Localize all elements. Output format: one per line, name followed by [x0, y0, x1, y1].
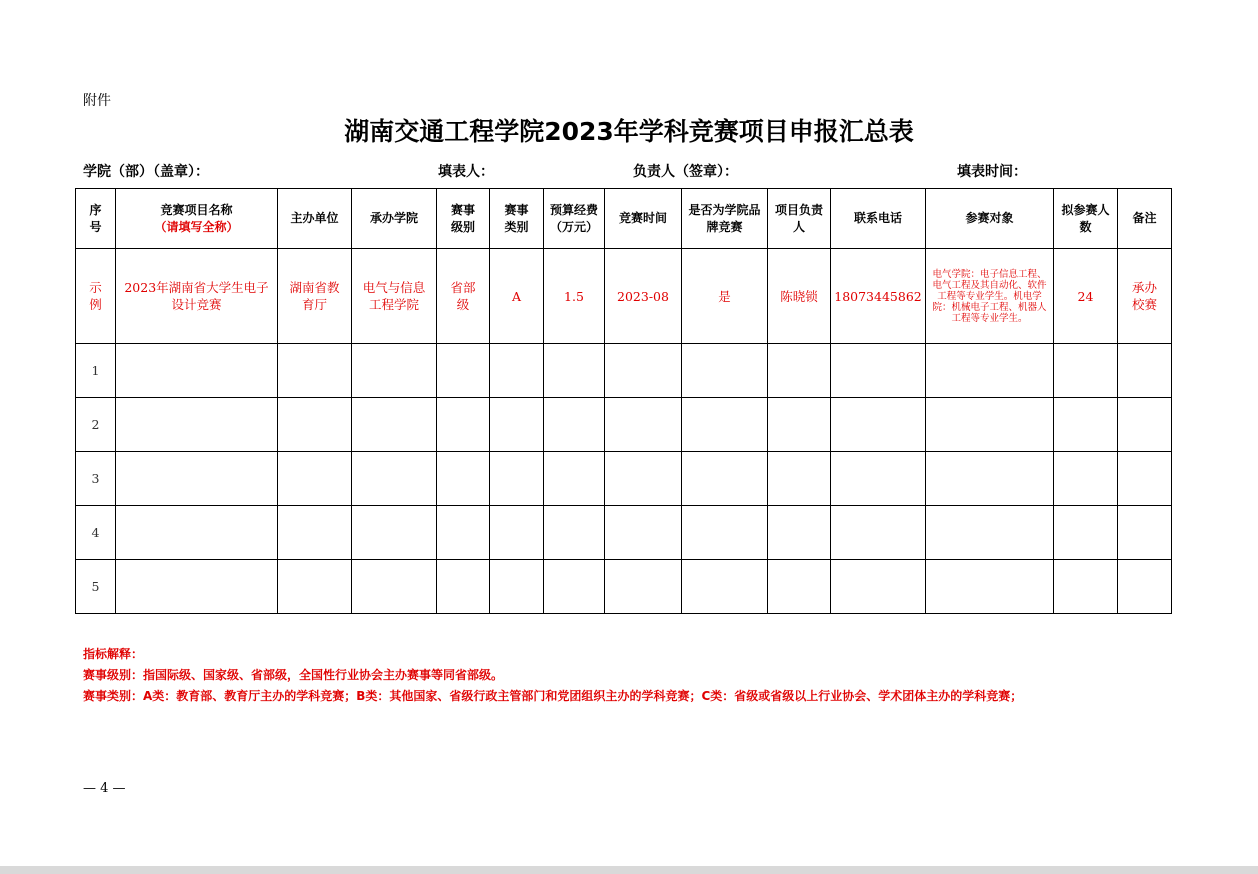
row-seq: 2 — [76, 398, 116, 452]
table-cell[interactable] — [831, 452, 926, 506]
table-cell[interactable] — [1054, 398, 1118, 452]
table-cell[interactable] — [768, 506, 831, 560]
example-count: 24 — [1054, 249, 1118, 344]
table-cell[interactable] — [278, 506, 352, 560]
table-cell[interactable] — [768, 452, 831, 506]
header-name: 竞赛项目名称 （请填写全称） — [116, 189, 278, 249]
example-brand: 是 — [682, 249, 768, 344]
table-cell[interactable] — [437, 506, 490, 560]
table-cell[interactable] — [352, 452, 437, 506]
table-cell[interactable] — [278, 398, 352, 452]
header-budget: 预算经费（万元） — [544, 189, 605, 249]
header-host-college: 承办学院 — [352, 189, 437, 249]
row-seq: 5 — [76, 560, 116, 614]
table-cell[interactable] — [352, 344, 437, 398]
header-name-note: （请填写全称） — [154, 219, 239, 234]
example-organizer: 湖南省教育厅 — [278, 249, 352, 344]
table-cell[interactable] — [352, 506, 437, 560]
table-cell[interactable] — [544, 560, 605, 614]
table-row — [76, 398, 1172, 452]
table-cell[interactable] — [1054, 560, 1118, 614]
table-cell[interactable] — [926, 452, 1054, 506]
level-note: 赛事级别：指国际级、国家级、省部级，全国性行业协会主办赛事等同省部级。 — [83, 668, 504, 682]
notes-block — [83, 644, 1022, 707]
example-host-college: 电气与信息工程学院 — [352, 249, 437, 344]
example-remark: 承办校赛 — [1118, 249, 1172, 344]
table-cell[interactable] — [116, 398, 278, 452]
table-row — [76, 560, 1172, 614]
table-cell[interactable] — [1118, 344, 1172, 398]
table-cell[interactable] — [437, 398, 490, 452]
table-cell[interactable] — [605, 452, 682, 506]
header-brand: 是否为学院品牌竞赛 — [682, 189, 768, 249]
table-cell[interactable] — [605, 560, 682, 614]
table-cell[interactable] — [544, 398, 605, 452]
table-cell[interactable] — [1054, 344, 1118, 398]
table-cell[interactable] — [544, 344, 605, 398]
table-cell[interactable] — [437, 344, 490, 398]
row-seq: 4 — [76, 506, 116, 560]
table-cell[interactable] — [278, 452, 352, 506]
table-cell[interactable] — [490, 506, 544, 560]
table-cell[interactable] — [926, 398, 1054, 452]
table-cell[interactable] — [926, 344, 1054, 398]
fill-time-label: 填表时间： — [957, 164, 1027, 180]
header-level: 赛事级别 — [437, 189, 490, 249]
table-cell[interactable] — [116, 452, 278, 506]
table-cell[interactable] — [1118, 398, 1172, 452]
example-owner: 陈晓锁 — [768, 249, 831, 344]
header-participants: 参赛对象 — [926, 189, 1054, 249]
header-seq: 序号 — [76, 189, 116, 249]
example-category: A — [490, 249, 544, 344]
table-cell[interactable] — [682, 344, 768, 398]
table-cell[interactable] — [490, 452, 544, 506]
example-budget: 1.5 — [544, 249, 605, 344]
table-cell[interactable] — [831, 560, 926, 614]
table-cell[interactable] — [605, 344, 682, 398]
example-row — [76, 249, 1172, 344]
header-owner: 项目负责人 — [768, 189, 831, 249]
notes-heading: 指标解释： — [83, 647, 144, 661]
example-seq: 示例 — [76, 249, 116, 344]
table-cell[interactable] — [1054, 506, 1118, 560]
table-row — [76, 344, 1172, 398]
table-cell[interactable] — [605, 398, 682, 452]
table-cell[interactable] — [831, 506, 926, 560]
table-cell[interactable] — [116, 560, 278, 614]
header-category: 赛事类别 — [490, 189, 544, 249]
table-cell[interactable] — [490, 344, 544, 398]
table-cell[interactable] — [1054, 452, 1118, 506]
header-phone: 联系电话 — [831, 189, 926, 249]
leader-signature-label: 负责人（签章）： — [633, 164, 738, 180]
bottom-edge-bar — [0, 866, 1258, 874]
table-cell[interactable] — [768, 398, 831, 452]
example-name: 2023年湖南省大学生电子设计竞赛 — [116, 249, 278, 344]
table-cell[interactable] — [768, 560, 831, 614]
college-stamp-label: 学院（部）（盖章）： — [83, 164, 209, 180]
row-seq: 1 — [76, 344, 116, 398]
table-cell[interactable] — [1118, 452, 1172, 506]
table-cell[interactable] — [768, 344, 831, 398]
category-note: 赛事类别：A类：教育部、教育厅主办的学科竞赛；B类：其他国家、省级行政主管部门和党团组织主办的学科竞赛；C类：省级或省级以上行业协会、学术团体主办的学科竞赛； — [83, 689, 1023, 703]
table-cell[interactable] — [605, 506, 682, 560]
table-row — [76, 506, 1172, 560]
header-organizer: 主办单位 — [278, 189, 352, 249]
table-cell[interactable] — [437, 452, 490, 506]
header-remark: 备注 — [1118, 189, 1172, 249]
attachment-label: 附件 — [83, 93, 111, 109]
table-cell[interactable] — [926, 560, 1054, 614]
table-cell[interactable] — [926, 506, 1054, 560]
table-cell[interactable] — [352, 560, 437, 614]
table-header-row — [76, 189, 1172, 249]
table-cell[interactable] — [278, 560, 352, 614]
table-cell[interactable] — [490, 560, 544, 614]
table-cell[interactable] — [682, 560, 768, 614]
example-participants: 电气学院：电子信息工程、电气工程及其自动化、软件工程等专业学生。机电学院：机械电子工程、机器人工程等专业学生。 — [926, 249, 1054, 344]
table-cell[interactable] — [831, 398, 926, 452]
table-cell[interactable] — [116, 506, 278, 560]
table-cell[interactable] — [831, 344, 926, 398]
example-phone: 18073445862 — [831, 249, 926, 344]
row-seq: 3 — [76, 452, 116, 506]
table-cell[interactable] — [490, 398, 544, 452]
table-row — [76, 452, 1172, 506]
page-title: 湖南交通工程学院2023年学科竞赛项目申报汇总表 — [344, 117, 914, 146]
header-time: 竞赛时间 — [605, 189, 682, 249]
table-cell[interactable] — [116, 344, 278, 398]
table-cell[interactable] — [682, 506, 768, 560]
example-time: 2023-08 — [605, 249, 682, 344]
table-cell[interactable] — [1118, 506, 1172, 560]
table-cell[interactable] — [682, 398, 768, 452]
table-cell[interactable] — [352, 398, 437, 452]
page-number: — 4 — — [83, 781, 126, 796]
example-level: 省部级 — [437, 249, 490, 344]
header-count: 拟参赛人数 — [1054, 189, 1118, 249]
table-cell[interactable] — [1118, 560, 1172, 614]
table-cell[interactable] — [682, 452, 768, 506]
table-cell[interactable] — [278, 344, 352, 398]
table-cell[interactable] — [437, 560, 490, 614]
table-cell[interactable] — [544, 506, 605, 560]
table-cell[interactable] — [544, 452, 605, 506]
summary-table — [75, 188, 1172, 614]
filler-label: 填表人： — [438, 164, 494, 180]
